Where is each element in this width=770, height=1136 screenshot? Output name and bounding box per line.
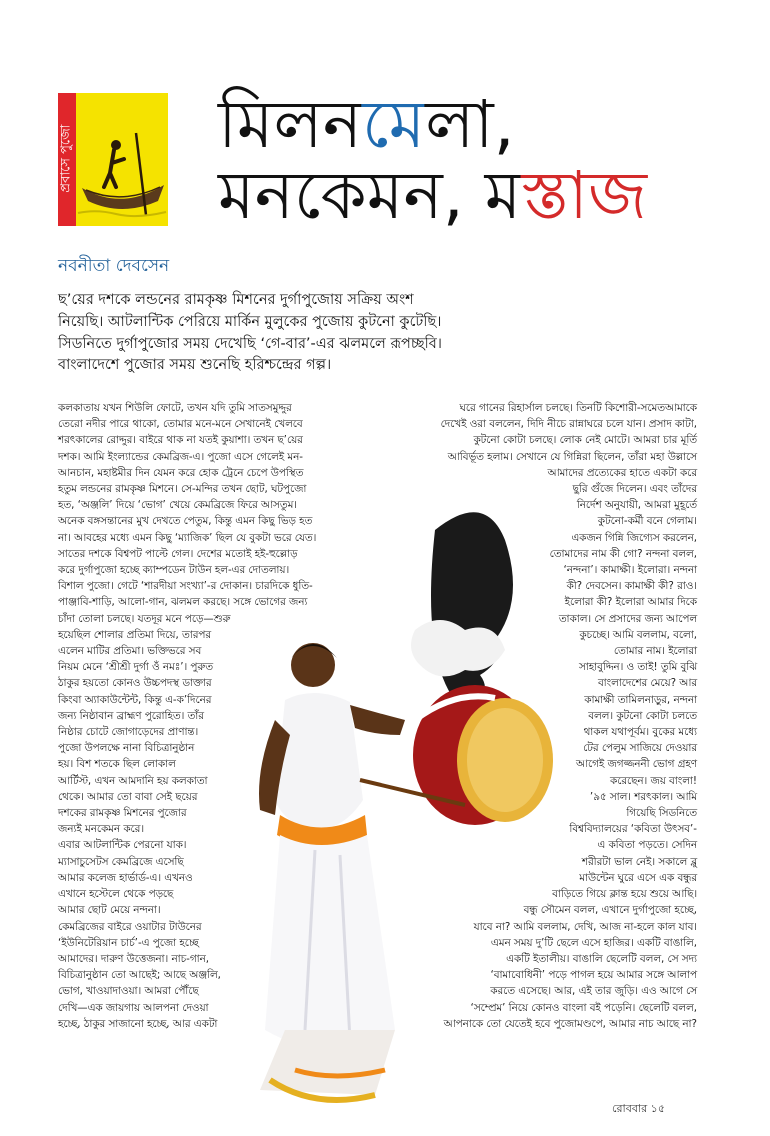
badge-illustration <box>76 93 168 226</box>
body-line: করে দুর্গাপুজো হচ্ছে ক্যাম্পডেন টাউন হল-এর দোতলায়। <box>58 564 290 577</box>
body-line: ‘সম্প্রেম’ নিয়ে কোনও বাংলা বই পড়েনি। ছেলেটি বলল, <box>470 1001 697 1014</box>
body-line: একটি ইতালীয়। বাঙালি ছেলেটি বলল, সে সদ্য <box>506 952 697 965</box>
body-line: করেছেন। জয় বাংলা! <box>610 774 697 787</box>
body-line: ’৯৫ সাল। শরৎকাল। আমি <box>589 790 697 803</box>
section-badge <box>58 93 168 226</box>
body-line: দেখি—এক জায়গায় আলপনা দেওয়া <box>58 1001 209 1014</box>
body-line: ভোগ, খাওয়াদাওয়া। আমরা পৌঁছে <box>58 985 199 998</box>
body-line: আমাদের। দারুণ উত্তেজনা। নাচ-গান, <box>58 952 210 965</box>
body-line: শরীরটা ভাল নেই। সকালে ব্লু <box>581 855 697 868</box>
body-line: নিয়ম মেনে ‘শ্রীশ্রী দুর্গা ওঁ নমঃ’। পুরুত <box>58 661 214 674</box>
body-line: বিশাল পুজো। গেটে ‘শারদীয়া সংখ্যা’-র দোকান। চারদিকে ধুতি- <box>58 580 313 593</box>
body-line: দেখেই ওরা বললেন, দিদি নীচে রান্নাঘরে চলে যান। প্রসাদ কাটা, <box>440 418 697 431</box>
page-folio: রোববার ১৫ <box>612 1102 665 1115</box>
body-line: আমাদের প্রত্যেকের হাতে একটা করে <box>547 466 697 479</box>
body-line: নিষ্ঠার চোটে জোগাড়েদের প্রাণান্ত। <box>58 726 199 739</box>
body-line: ‘বামাবোধিনী’ পড়ে পাগল হয়ে আমার সঙ্গে আলাপ <box>490 969 697 982</box>
title-part: মনকেমন, ম <box>218 157 522 234</box>
body-line: ঘরে গানের রিহার্সাল চলছে। তিনটি কিশোরী-সমেতআমাকে <box>459 402 697 414</box>
body-line: দশকের রামকৃষ্ণ মিশনের পুজোর <box>58 807 187 820</box>
body-line: কলকাতায় যখন শিউলি ফোটে, তখন যদি তুমি সাতসমুদ্দুর <box>58 402 292 414</box>
body-line: আমার ছোট মেয়ে নন্দনা। <box>58 904 161 917</box>
body-line: টের পেলুম সাজিয়ে দেওয়ার <box>583 742 697 755</box>
body-line: কুচচ্ছে। আমি বললাম, বলো, <box>579 628 697 641</box>
body-line: জন্য নিষ্ঠাবান ব্রাহ্মণ পুরোহিত। তাঁর <box>58 709 204 722</box>
intro-line: সিডনিতে দুর্গাপুজোর সময় দেখেছি ‘গে-বার’-এর ঝলমলে রূপচ্ছবি। <box>58 335 442 352</box>
body-line: বন্ধু সৌমেন বলল, এখানে দুর্গাপুজো হচ্ছে, <box>523 904 697 917</box>
badge-label: প্রবাসে পুজো <box>58 124 74 193</box>
body-line: কুটনো কোটা চলছে। লোক নেই মোটে। আমরা চার মূর্তি <box>473 434 697 447</box>
body-line: আমার কলেজ হার্ভার্ড-এ। এখনও <box>58 871 193 884</box>
badge-red-strip <box>58 93 76 226</box>
body-line: আর্টিস্ট, এখন আমদানি হয় কলকাতা <box>58 774 208 787</box>
title-part: মিলন <box>218 86 363 163</box>
body-line: যাবে না? আমি বললাম, দেখি, আজ না-হলে কাল যাব। <box>473 920 697 933</box>
body-line: নির্দেশ অনুযায়ী, আমরা মুহূর্তে <box>576 499 697 512</box>
body-line: এবার আটলান্টিক পেরনো যাক। <box>58 839 187 852</box>
body-line: আগেই জগজ্জননী ভোগ গ্রহণ <box>575 758 697 771</box>
body-line: সাতের দশকে বিশ্বপট পাল্টে গেল। দেশের মতোই হই-হুল্লোড় <box>58 547 298 560</box>
body-line: জন্যই মনকেমন করে। <box>58 823 145 836</box>
body-line: বলল। কুটনো কোটা চলতে <box>588 709 697 722</box>
body-line: করতে এসেছে। আর, এই তার জুড়ি। এও আগে সে <box>490 985 697 998</box>
body-line: কেমব্রিজের বাইরে ওয়াটার টাউনের <box>58 920 202 933</box>
body-line: ‘নন্দনা’। কামাক্ষী। ইলোরা। নন্দনা <box>563 564 697 577</box>
title-line-1 <box>218 86 515 163</box>
body-line: এলেন মাটির প্রতিমা। ভক্তিভরে সব <box>58 645 202 658</box>
body-line: তেরো নদীর পারে থাকো, তোমার মনে-মনে সেখানেই খেলবে <box>58 418 303 431</box>
body-column-left <box>58 400 316 1032</box>
body-line: ছুরি গুঁজে দিলেন। এবং তাঁদের <box>572 483 697 496</box>
body-line: থাকল যথাপূর্বম। বুকের মধ্যে <box>583 726 697 739</box>
body-line: এ কবিতা পড়তে। সেদিন <box>597 839 697 852</box>
body-line: হচ্ছে, ঠাকুর সাজানো হচ্ছে, আর একটা <box>58 1017 218 1030</box>
body-line: তোমাদের নাম কী গো? নন্দনা বলল, <box>549 547 697 560</box>
body-line: মাউন্টেন ঘুরে এসে এক বন্ধুর <box>579 871 697 884</box>
body-line: পুজো উপলক্ষে নানা বিচিত্রানুষ্ঠান <box>58 742 195 755</box>
body-line: ম্যাসাচুসেটস কেমব্রিজে এসেছি <box>58 855 184 868</box>
body-line: আপনাকে তো যেতেই হবে পুজোমণ্ডপে, আমার নাচ আছে না? <box>443 1017 697 1030</box>
body-column-right <box>385 400 697 1032</box>
author-byline: নবনীতা দেবসেন <box>58 256 170 276</box>
body-line: হয়েছিল শোলার প্রতিমা দিয়ে, তারপর <box>58 628 212 641</box>
body-line: কিংবা অ্যাকাউন্টেন্ট, কিন্তু এ-ক’দিনের <box>58 693 212 706</box>
body-line: ‘ইউনিটেরিয়ান চার্চ’-এ পুজো হচ্ছে <box>58 936 199 949</box>
title-part-blue: মে <box>362 86 426 163</box>
body-line: এমন সময় দু’টি ছেলে এসে হাজির। একটি বাঙালি, <box>490 936 697 949</box>
intro-line: ছ’য়ের দশকে লন্ডনের রামকৃষ্ণ মিশনের দুর্গাপুজোয় সক্রিয় অংশ <box>58 292 414 308</box>
body-line: হতুম লন্ডনের রামকৃষ্ণ মিশনে। সে-মন্দির তখন ছোট, ঘটপুজো <box>58 483 307 496</box>
body-line: এখানে হস্টেলে থেকে পড়ছে <box>58 888 174 901</box>
body-line: গিয়েছি সিডনিতে <box>626 807 697 820</box>
boatman-icon <box>76 93 168 226</box>
intro-line: বাংলাদেশে পুজোর সময় শুনেছি হরিশ্চন্দ্রের গল্প। <box>58 357 332 374</box>
body-line: বাংলাদেশের মেয়ে? আর <box>597 677 697 690</box>
body-line: কামাক্ষী তামিলনাড়ুর, নন্দনা <box>584 693 697 706</box>
body-line: শরৎকালের রোদ্দুর। বাইরে থাক না যতই কুয়াশা। তখন ছ’য়ের <box>58 434 303 447</box>
body-line: সাহাবুদ্দিন। ও তাই! তুমি বুঝি <box>578 661 697 674</box>
body-line: তাকাল। সে প্রসাদের জন্য আপেল <box>558 612 697 625</box>
body-line: চাঁদা তোলা চলছে। যতদূর মনে পড়ে—শুরু <box>58 612 231 625</box>
body-line: দশক। আমি ইংল্যান্ডের কেমব্রিজ-এ। পুজো এসে গেলেই মন- <box>58 450 304 463</box>
body-line: বাড়িতে গিয়ে ক্লান্ত হয়ে শুয়ে আছি। <box>552 888 697 901</box>
body-line: একজন গিন্নি জিগ্যেস করলেন, <box>571 531 697 544</box>
body-line: বিচিত্রানুষ্ঠান তো আছেই; আছে অঞ্জলি, <box>58 969 221 982</box>
body-line: বিশ্ববিদ্যালয়ের ‘কবিতা উৎসব’- <box>569 823 697 836</box>
intro-line: নিয়েছি। আটলান্টিক পেরিয়ে মার্কিন মুলুকের পুজোয় কুটনো কুটেছি। <box>58 313 442 330</box>
body-line: আবির্ভূত হলাম। সেখানে যে গিন্নিরা ছিলেন, তাঁরা মহা উল্লাসে <box>447 450 697 463</box>
body-line: আনচান, মহাষ্টমীর দিন যেমন করে হোক ট্রেনে চেপে উপস্থিত <box>58 466 304 479</box>
title-part: লা, <box>425 86 515 163</box>
body-line: হয়। বিশ শতকে ছিল লোকাল <box>58 758 176 771</box>
title-part-red: স্তাজ <box>521 157 648 234</box>
body-line: থেকে। আমার তো বাবা সেই ছয়ের <box>58 790 198 803</box>
intro-paragraph <box>58 290 698 377</box>
body-line: ইলোরা কী? ইলোরা আমার দিকে <box>564 596 697 609</box>
body-line: তোমার নাম। ইলোরা <box>613 645 697 658</box>
body-line: না। আবহের মধ্যে এমন কিছু ‘ম্যাজিক’ ছিল যে বুকটা ভরে যেত। <box>58 531 317 544</box>
body-line: পাঞ্জাবি-শাড়ি, আলো-গান, ঝলমল করছে। সঙ্গে ভোগের জন্য <box>58 596 308 609</box>
body-line: হত, ‘অঞ্জলি’ দিয়ে ‘ভোগ’ খেয়ে কেমব্রিজে ফিরে আসতুম। <box>58 499 297 512</box>
body-line: কী? দেবসেন। কামাক্ষী কী? রাও। <box>566 580 697 593</box>
body-line: কুটনো-কর্মী বনে গেলাম। <box>597 515 697 528</box>
body-line: অনেক বঙ্গসন্তানের মুখ দেখতে পেতুম, কিন্তু এমন কিছু ভিড় হত <box>58 515 313 528</box>
title-line-2 <box>218 157 648 234</box>
body-line: ঠাকুর হয়তো কোনও উচ্চপদস্থ ডাক্তার <box>58 677 212 690</box>
